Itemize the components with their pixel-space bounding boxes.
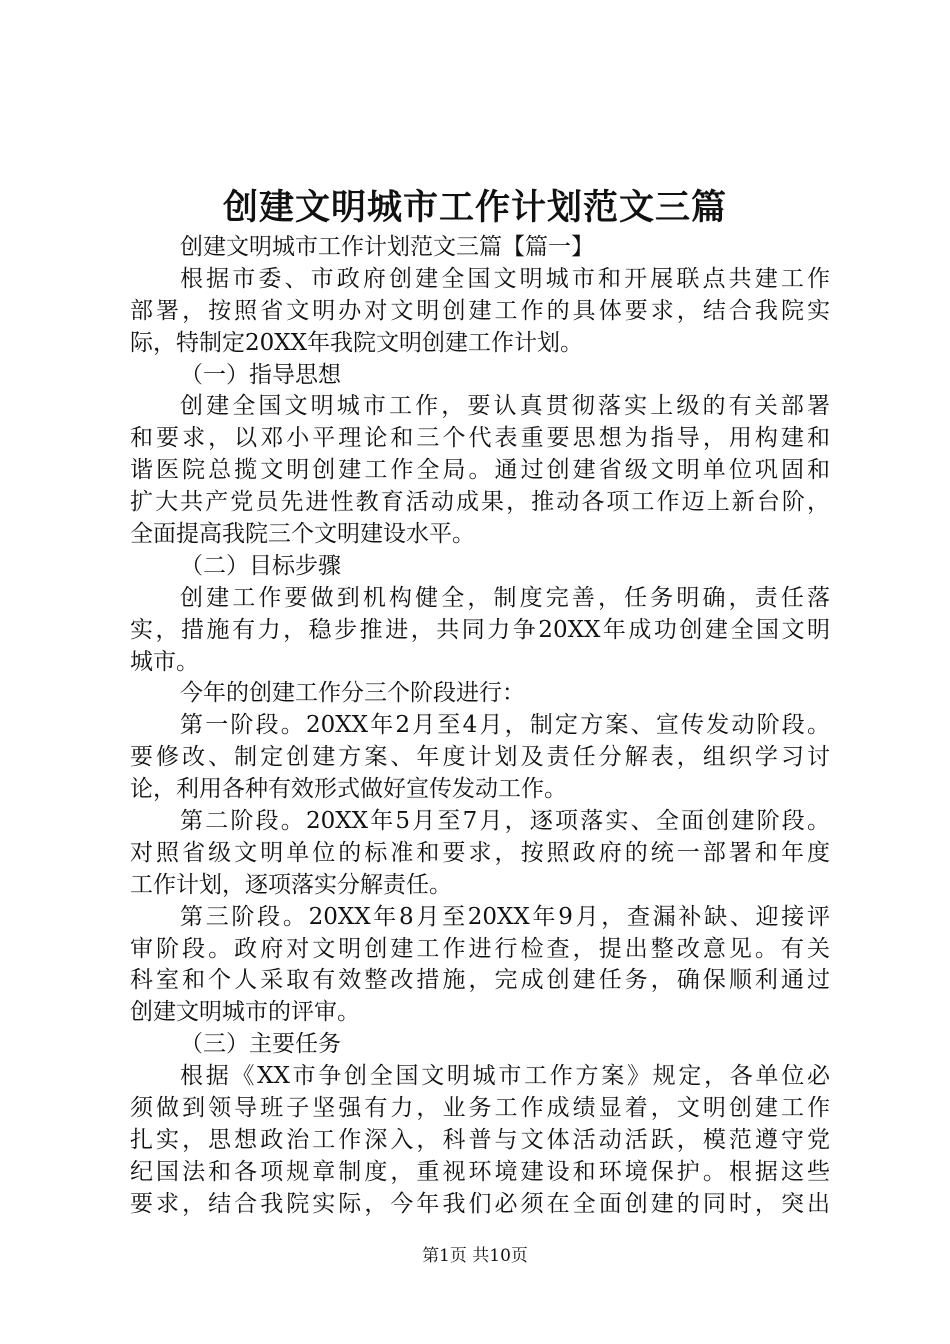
paragraph-line: 第二阶段。20XX年5月至7月，逐项落实、全面创建阶段。	[180, 808, 830, 835]
paragraph-line: 审阶段。政府对文明创建工作进行检查，提出整改意见。有关	[130, 935, 830, 962]
section-heading: 创建文明城市工作计划范文三篇【篇一】	[180, 234, 594, 260]
paragraph-line: 谐医院总揽文明创建工作全局。通过创建省级文明单位巩固和	[130, 457, 830, 484]
paragraph-line: 要求，结合我院实际，今年我们必须在全面创建的同时，突出	[130, 1190, 830, 1217]
paragraph-line: 对照省级文明单位的标准和要求，按照政府的统一部署和年度	[130, 839, 830, 866]
paragraph-line: 实，措施有力，稳步推进，共同力争20XX年成功创建全国文明	[130, 616, 830, 643]
paragraph-line: 际，特制定20XX年我院文明创建工作计划。	[130, 329, 584, 356]
paragraph-line: 第三阶段。20XX年8月至20XX年9月，查漏补缺、迎接评	[180, 903, 830, 930]
paragraph-line: 根据《XX市争创全国文明城市工作方案》规定，各单位必	[180, 1063, 830, 1090]
paragraph-line: 工作计划，逐项落实分解责任。	[130, 871, 452, 898]
document-body	[130, 232, 830, 1221]
paragraph-line: 扎实，思想政治工作深入，科普与文体活动活跃，模范遵守党	[130, 1126, 830, 1153]
paragraph-line: 须做到领导班子坚强有力，业务工作成绩显着，文明创建工作	[130, 1095, 830, 1122]
paragraph-line: 纪国法和各项规章制度，重视环境建设和环境保护。根据这些	[130, 1158, 830, 1185]
paragraph-line: 部署，按照省文明办对文明创建工作的具体要求，结合我院实	[130, 297, 830, 324]
paragraph-line: 城市。	[130, 648, 199, 675]
paragraph-line: 第一阶段。20XX年2月至4月，制定方案、宣传发动阶段。	[180, 712, 830, 739]
paragraph-line: 论，利用各种有效形式做好宣传发动工作。	[130, 776, 567, 803]
paragraph-line: 今年的创建工作分三个阶段进行：	[180, 680, 525, 707]
subsection-heading: （一）指导思想	[180, 361, 341, 388]
paragraph-line: 创建工作要做到机构健全，制度完善，任务明确，责任落	[180, 584, 830, 611]
paragraph-line: 根据市委、市政府创建全国文明城市和开展联点共建工作	[180, 265, 830, 292]
paragraph-line: 创建文明城市的评审。	[130, 999, 360, 1026]
paragraph-line: 全面提高我院三个文明建设水平。	[130, 521, 475, 548]
paragraph-line: 扩大共产党员先进性教育活动成果，推动各项工作迈上新台阶，	[130, 489, 830, 516]
subsection-heading: （二）目标步骤	[180, 552, 341, 579]
paragraph-line: 科室和个人采取有效整改措施，完成创建任务，确保顺利通过	[130, 967, 830, 994]
subsection-heading: （三）主要任务	[180, 1031, 341, 1058]
document-title: 创建文明城市工作计划范文三篇	[222, 187, 727, 228]
page-footer: 第1页 共10页	[422, 1246, 528, 1266]
paragraph-line: 和要求，以邓小平理论和三个代表重要思想为指导，用构建和	[130, 425, 830, 452]
paragraph-line: 创建全国文明城市工作，要认真贯彻落实上级的有关部署	[180, 393, 830, 420]
paragraph-line: 要修改、制定创建方案、年度计划及责任分解表，组织学习讨	[130, 744, 830, 771]
